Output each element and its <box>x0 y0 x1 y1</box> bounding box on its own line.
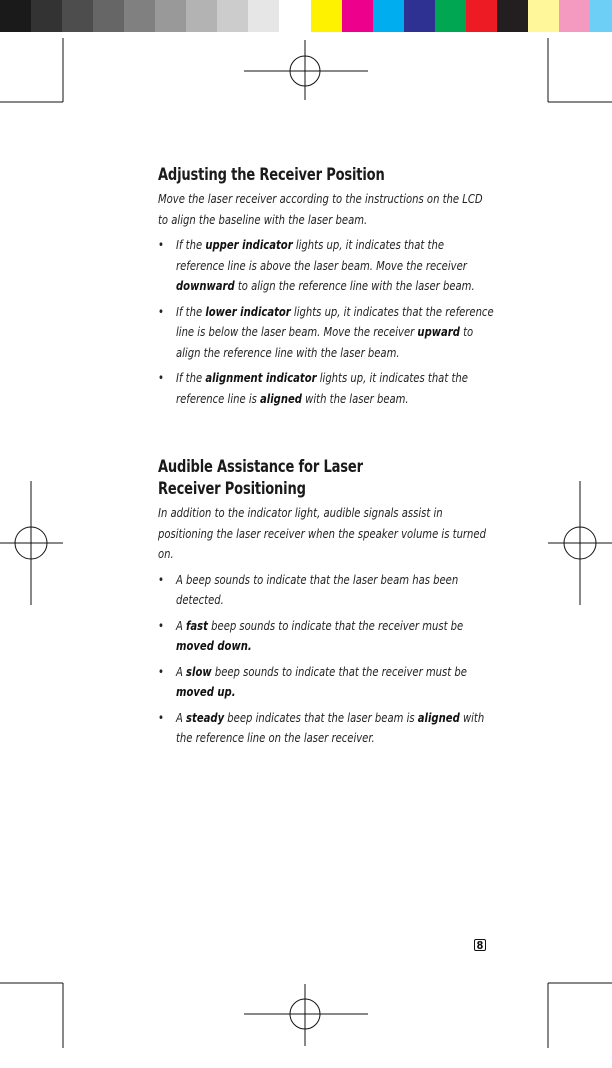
bullet-text: A <box>176 663 187 679</box>
registration-target-right <box>548 481 612 605</box>
bullet-text: beep sounds to indicate that the receiver must be <box>211 663 467 679</box>
bullet-item <box>158 662 496 703</box>
bullet-text: with the laser beam. <box>302 390 409 406</box>
bullet-text: A beep sounds to indicate that the laser beam has been detected. <box>176 571 459 607</box>
bullet-text: If the <box>176 237 206 252</box>
bullet-text: lights up, it indicates that the reference line is <box>176 370 468 406</box>
bullet-text: to align the reference line with the laser beam. <box>176 324 474 360</box>
emphasis-text: aligned <box>260 390 302 406</box>
emphasis-text: moved up. <box>176 684 236 699</box>
bullet-item <box>158 368 496 409</box>
emphasis-text: upward <box>417 324 460 339</box>
bullet-text: A <box>176 617 187 633</box>
bullet-item <box>158 570 496 611</box>
bullet-text: with the reference line on the laser receiver. <box>176 709 485 745</box>
bullet-text: to align the reference line with the laser beam. <box>234 278 475 293</box>
bullet-item <box>158 708 496 749</box>
registration-target-top <box>244 40 368 100</box>
emphasis-text: moved down. <box>176 638 252 653</box>
bullet-text: beep indicates that the laser beam is <box>224 709 418 725</box>
section-intro: Move the laser receiver according to the instructions on the LCD to align the baseline with the laser beam. <box>158 191 483 227</box>
emphasis-text: aligned <box>417 709 460 725</box>
emphasis-text: steady <box>186 709 225 725</box>
emphasis-text: alignment indicator <box>205 370 317 385</box>
section-adjusting-receiver <box>158 164 498 409</box>
bullet-text: If the <box>176 370 206 385</box>
registration-target-bottom <box>244 984 368 1046</box>
emphasis-text: lower indicator <box>205 303 291 319</box>
emphasis-text: downward <box>176 278 235 293</box>
bullet-text: A <box>176 709 187 725</box>
page-number: 8 <box>474 939 486 951</box>
bullet-list <box>158 235 498 409</box>
registration-target-left <box>0 481 63 605</box>
section-title-line2: Receiver Positioning <box>158 479 306 498</box>
bullet-text: lights up, it indicates that the reference line is below the laser beam. Move the receiver <box>176 303 494 339</box>
bullet-text: If the <box>176 303 206 319</box>
section-title-line1: Audible Assistance for Laser <box>158 457 363 476</box>
emphasis-text: slow <box>186 663 212 679</box>
section-audible-assistance <box>158 456 498 749</box>
section-title: Adjusting the Receiver Position <box>158 165 385 184</box>
section-intro: In addition to the indicator light, audible signals assist in positioning the laser receiver when the speaker volume is turned on. <box>158 505 486 561</box>
bullet-item <box>158 235 496 297</box>
bullet-item <box>158 302 496 364</box>
bullet-text: beep sounds to indicate that the receiver must be <box>207 617 464 633</box>
bullet-list <box>158 570 498 749</box>
emphasis-text: fast <box>186 617 208 633</box>
bullet-text: lights up, it indicates that the reference line is above the laser beam. Move the receiver <box>176 237 467 273</box>
emphasis-text: upper indicator <box>205 237 293 252</box>
bullet-item <box>158 616 496 657</box>
